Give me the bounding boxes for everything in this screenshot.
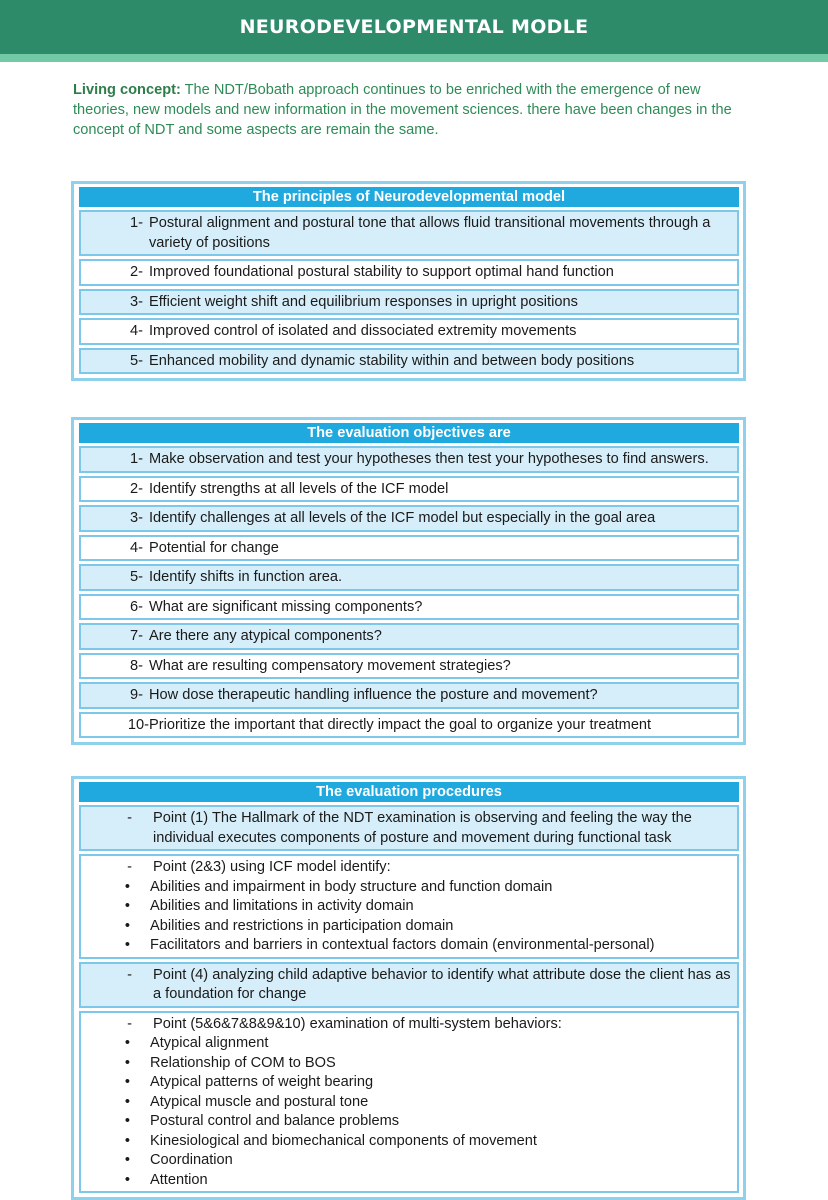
table-row [79,854,739,959]
row-number: 4- [130,539,143,556]
dash-marker: - [127,859,132,875]
bullet-marker: • [124,937,130,953]
table-row [79,805,739,851]
row-text: Efficient weight shift and equilibrium responses in upright positions [149,293,578,310]
bullet-text: Abilities and impairment in body structure and function domain [150,878,553,895]
page-title: NEURODEVELOPMENTAL MODLE [239,16,589,38]
row-text: Identify strengths at all levels of the ICF model [149,480,449,497]
row-text: How dose therapeutic handling influence the posture and movement? [149,687,598,703]
row-text: Identify challenges at all levels of the ICF model but especially in the goal area [149,510,656,526]
row-text: What are resulting compensatory movement strategies? [149,657,511,674]
table-row [79,623,739,650]
bullet-text: Abilities and limitations in activity domain [150,898,414,914]
bullet-text: Atypical alignment [150,1035,269,1051]
table-row [79,505,739,532]
dash-marker: - [127,966,132,983]
procedures-table [71,776,746,1200]
procedures-title: The evaluation procedures [79,782,739,802]
bullet-text: Kinesiological and biomechanical components of movement [150,1132,537,1149]
row-text: Prioritize the important that directly impact the goal to organize your treatment [149,716,652,733]
bullet-text: Attention [150,1171,208,1188]
header-bar [0,0,828,54]
intro-label: Living concept: [73,82,181,98]
bullet-marker: • [124,1035,130,1051]
intro-paragraph [73,80,753,140]
table-row [79,962,739,1008]
table-row [79,712,739,739]
row-text: Are there any atypical components? [149,628,382,644]
table-row [79,535,739,562]
row-number: 10- [127,716,149,733]
table-row [79,446,739,473]
bullet-marker: • [124,1132,130,1149]
row-number: 1- [130,215,143,231]
bullet-marker: • [124,878,130,895]
row-number: 1- [130,451,143,467]
page-header [0,0,828,62]
table-row [79,653,739,680]
bullet-marker: • [124,1093,130,1110]
row-number: 3- [130,293,143,310]
bullet-text: Facilitators and barriers in contextual factors domain (environmental-personal) [150,937,655,953]
row-number: 3- [130,510,143,526]
row-text: Postural alignment and postural tone that allows fluid transitional movements through a variety of positions [149,215,711,251]
bullet-marker: • [124,1054,130,1071]
objectives-title: The evaluation objectives are [79,423,739,443]
bullet-marker: • [124,917,130,934]
row-number: 7- [130,628,143,644]
row-text: Point (5&6&7&8&9&10) examination of multi-system behaviors: [153,1015,562,1032]
principles-title: The principles of Neurodevelopmental model [79,187,739,207]
row-text: Point (2&3) using ICF model identify: [153,859,391,875]
bullet-marker: • [124,1152,130,1168]
table-row [79,682,739,709]
intro-text: The NDT/Bobath approach continues to be enriched with the emergence of new theories, new models and new information in the movement sciences. there have been changes in the concept of NDT and some aspects are remain the same. [73,82,732,138]
table-row [79,476,739,503]
table-row [79,594,739,621]
dash-marker: - [127,1015,132,1032]
row-text: Identify shifts in function area. [149,569,343,585]
table-row [79,210,739,256]
row-number: 9- [130,687,143,703]
row-text: Improved foundational postural stability to support optimal hand function [149,264,614,280]
row-number: 5- [130,569,143,585]
row-text: Potential for change [149,539,279,556]
bullet-marker: • [124,1074,130,1090]
bullet-marker: • [124,1171,130,1188]
table-row [79,318,739,345]
dash-marker: - [127,810,132,826]
objectives-table [71,417,746,745]
row-number: 4- [130,323,143,339]
bullet-text: Postural control and balance problems [150,1113,400,1129]
bullet-text: Relationship of COM to BOS [150,1054,336,1071]
bullet-text: Atypical patterns of weight bearing [150,1074,374,1090]
table-row [79,564,739,591]
row-text: Point (4) analyzing child adaptive behavior to identify what attribute dose the client has as a foundation for change [153,966,731,1002]
bullet-text: Coordination [150,1152,233,1168]
bullet-text: Atypical muscle and postural tone [150,1093,369,1110]
row-text: Point (1) The Hallmark of the NDT examination is observing and feeling the way the individual executes components of posture and movement during functional task [153,810,692,846]
table-row [79,1011,739,1194]
bullet-marker: • [124,1113,130,1129]
row-text: Enhanced mobility and dynamic stability within and between body positions [149,352,635,369]
row-text: Improved control of isolated and dissociated extremity movements [149,323,577,339]
row-number: 8- [130,657,143,674]
table-row [79,259,739,286]
table-row [79,348,739,375]
row-text: What are significant missing components? [149,598,423,615]
bullet-marker: • [124,898,130,914]
table-row [79,289,739,316]
row-number: 2- [130,480,143,497]
header-stripe [0,54,828,62]
principles-table [71,181,746,381]
bullet-text: Abilities and restrictions in participation domain [150,917,454,934]
row-number: 6- [130,598,143,615]
row-number: 2- [130,264,143,280]
row-text: Make observation and test your hypotheses then test your hypotheses to find answers. [149,451,709,467]
row-number: 5- [130,352,143,369]
